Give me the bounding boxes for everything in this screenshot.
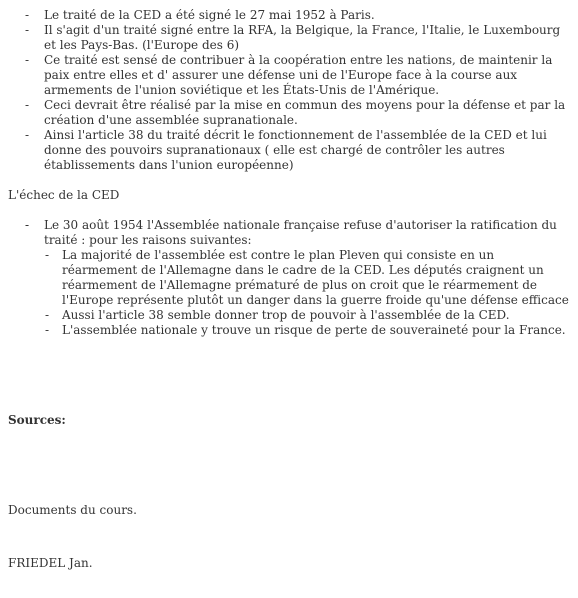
list-item-main: - - Le 30 août 1954 l'Assemblée nationale française refuse d'autoriser la ratification du traité : pour les raisons suivantes: - La majorité de l'assemblée est contre le plan Pleven qui consiste en un réarmement de l'Allemagne dans le cadre de la CED. Les députés craignent un réarmement de l'Allemagne prématuré de plus on croit que le réarmement de l'Europe représente plutôt un danger dans la guerre froide qu'une défense efficace - Aussi l'article 38 semble donner trop de pouvoir à l'assemblée de la CED. - L'assemblée nationale y trouve un risque de perte de souveraineté pour la France.	[0, 218, 570, 338]
reason-item: - L'assemblée nationale y trouve un risque de perte de souveraineté pour la France.	[44, 323, 570, 338]
intro-list	[0, 8, 566, 173]
sources-heading: Sources:	[8, 413, 66, 427]
reasons-list	[44, 248, 570, 338]
list-item: - Ceci devrait être réalisé par la mise en commun des moyens pour la défense et par la création d'une assemblée supranationale.	[0, 98, 566, 128]
list-item: - Le traité de la CED a été signé le 27 mai 1952 à Paris.	[0, 8, 566, 23]
list-item: - Ainsi l'article 38 du traité décrit le fonctionnement de l'assemblée de la CED et lui donne des pouvoirs supranationaux ( elle est chargé de contrôler les autres établissements dans l'union européenne)	[0, 128, 566, 173]
echec-main-text: Le 30 août 1954 l'Assemblée nationale française refuse d'autoriser la ratification du traité : pour les raisons suivantes:	[44, 218, 557, 247]
list-item: - Ce traité est sensé de contribuer à la coopération entre les nations, de maintenir la paix entre elles et d' assurer une défense uni de l'Europe face à la course aux armements de l'union soviétique et les États-Unis de l'Amérique.	[0, 53, 566, 98]
reason-item: - La majorité de l'assemblée est contre le plan Pleven qui consiste en un réarmement de l'Allemagne dans le cadre de la CED. Les députés craignent un réarmement de l'Allemagne prématuré de plus on croit que le réarmement de l'Europe représente plutôt un danger dans la guerre froide qu'une défense efficace	[44, 248, 570, 308]
list-item: - Il s'agit d'un traité signé entre la RFA, la Belgique, la France, l'Italie, le Luxembourg et les Pays-Bas. (l'Europe des 6)	[0, 23, 566, 53]
reason-item: - Aussi l'article 38 semble donner trop de pouvoir à l'assemblée de la CED.	[44, 308, 570, 323]
echec-list	[0, 218, 570, 338]
section-title: L'échec de la CED	[8, 188, 120, 202]
source-documents: Documents du cours.	[8, 503, 137, 517]
author-name: FRIEDEL Jan.	[8, 556, 93, 570]
